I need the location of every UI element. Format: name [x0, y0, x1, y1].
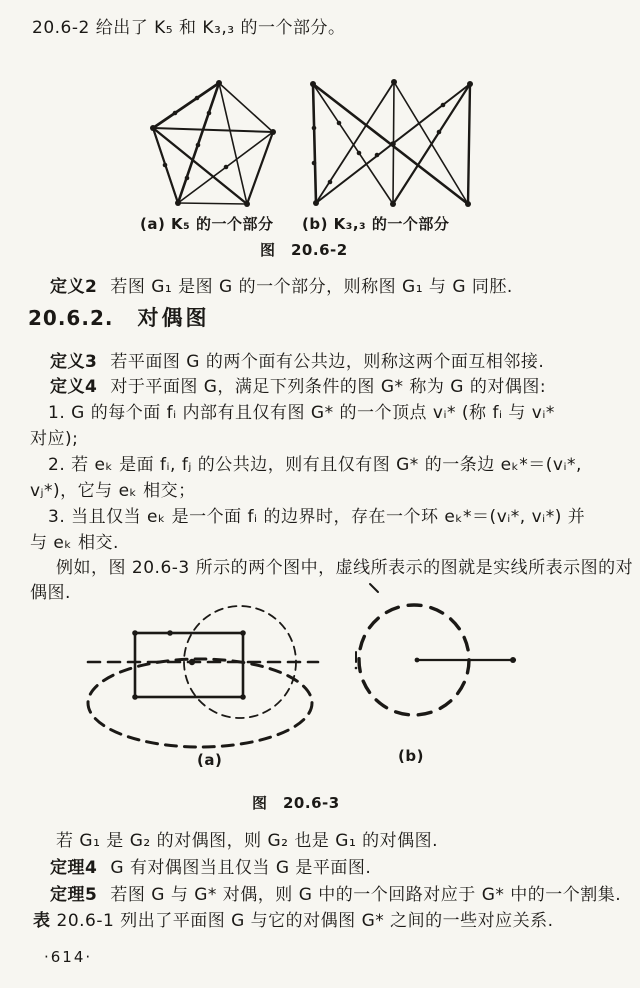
vertex-dot	[240, 630, 246, 636]
subdivision-dot	[196, 143, 201, 148]
dual-note: 若 G₁ 是 G₂ 的对偶图，则 G₂ 也是 G₁ 的对偶图.	[56, 831, 439, 851]
subdivision-dot	[173, 111, 178, 116]
definition-2	[50, 277, 513, 297]
table-note	[33, 911, 554, 931]
k5-edge	[153, 83, 219, 128]
k33-vertex-dot	[310, 81, 316, 87]
k5-vertex-dot	[270, 129, 276, 135]
subdivision-dot	[207, 111, 212, 116]
page-number: ·614·	[44, 948, 93, 966]
scan-artifact	[370, 584, 378, 592]
k5-edge	[219, 83, 273, 132]
section-title: 对偶图	[137, 306, 210, 330]
fig262-caption-a: (a) K₅ 的一个部分	[140, 215, 274, 233]
dual-diagram-a	[88, 606, 357, 747]
condition-2-line-1: 2. 若 eₖ 是面 fᵢ, fⱼ 的公共边，则有且仅有图 G* 的一条边 eₖ*＝(vᵢ*,	[48, 455, 582, 475]
example-line-2: 偶图.	[30, 583, 71, 603]
theorem-5-label: 定理5	[50, 885, 98, 905]
figure-20-6-2-graphs	[130, 55, 490, 215]
k5-vertex-dot	[175, 200, 181, 206]
fig262-caption: 图 20.6-2	[260, 241, 348, 259]
k5-subdivision-dots	[163, 96, 229, 181]
condition-2-line-2: vⱼ*)，它与 eₖ 相交；	[30, 481, 196, 501]
k5-edge	[153, 128, 273, 132]
section-number: 20.6.2.	[28, 306, 114, 330]
definition-3-label: 定义3	[50, 352, 98, 372]
vertex-dot	[132, 694, 138, 700]
subdivision-dot	[437, 130, 442, 135]
fig263-label-b: (b)	[398, 747, 424, 765]
condition-3-line-1: 3. 当且仅当 eₖ 是一个面 fᵢ 的边界时，存在一个环 eₖ*＝(vᵢ*, vᵢ*) 并	[48, 507, 586, 527]
k5-vertex-dot	[216, 80, 222, 86]
fig263-label-a: (a)	[197, 751, 223, 769]
subdivision-dot	[441, 103, 446, 108]
condition-3-line-2: 与 eₖ 相交.	[30, 533, 119, 553]
table-note-label: 表	[33, 911, 51, 931]
theorem-5	[50, 885, 621, 905]
subdivision-dot	[185, 176, 190, 181]
k33-center-vertex-dot	[390, 141, 396, 147]
subdivision-dot	[375, 153, 380, 158]
k33-vertex-dot	[391, 79, 397, 85]
line-end-dot	[510, 657, 516, 663]
example-line-1: 例如，图 20.6-3 所示的两个图中，虚线所表示的图就是实线所表示图的对	[56, 558, 634, 578]
definition-4	[50, 377, 546, 397]
k33-vertex-dot	[313, 200, 319, 206]
line-start-dot	[415, 658, 420, 663]
fig263-caption: 图 20.6-3	[252, 794, 340, 812]
subdivision-dot	[337, 121, 342, 126]
k5-vertex-dot	[244, 201, 250, 207]
subdivision-dot	[328, 180, 333, 185]
intro-line: 20.6-2 给出了 K₅ 和 K₃,₃ 的一个部分。	[32, 18, 346, 38]
definition-4-text: 对于平面图 G，满足下列条件的图 G* 称为 G 的对偶图:	[110, 377, 547, 397]
k5-vertex-dot	[150, 125, 156, 131]
theorem-4	[50, 858, 371, 878]
subdivision-dot	[195, 96, 200, 101]
definition-3-text: 若平面图 G 的两个面有公共边，则称这两个面互相邻接.	[110, 352, 545, 372]
definition-2-text: 若图 G₁ 是图 G 的一个部分，则称图 G₁ 与 G 同胚.	[110, 277, 513, 297]
definition-3	[50, 352, 544, 372]
k33-edge	[468, 84, 470, 204]
k5-graph	[150, 80, 276, 207]
fig262-caption-b: (b) K₃,₃ 的一个部分	[302, 215, 450, 233]
condition-1-line-2: 对应);	[30, 429, 79, 449]
scan-artifact	[355, 667, 358, 670]
k5-edge	[247, 132, 273, 204]
solid-rectangle	[135, 633, 243, 697]
k33-vertex-dot	[390, 201, 396, 207]
dual-center-dot	[189, 659, 195, 665]
k5-edge	[178, 203, 247, 204]
k33-vertex-dot	[467, 81, 473, 87]
theorem-4-label: 定理4	[50, 858, 98, 878]
dual-diagram-b	[359, 584, 516, 715]
k33-edge	[316, 82, 394, 203]
k33-vertex-dot	[465, 201, 471, 207]
definition-4-label: 定义4	[50, 377, 98, 397]
subdivision-dot	[312, 126, 317, 131]
k33-edge	[393, 84, 470, 204]
figure-20-6-3-diagrams	[60, 580, 580, 765]
subdivision-dot	[163, 163, 168, 168]
subdivision-dot	[357, 151, 362, 156]
vertex-dot	[240, 694, 246, 700]
theorem-4-text: G 有对偶图当且仅当 G 是平面图.	[110, 858, 372, 878]
subdivision-dot	[312, 161, 317, 166]
definition-2-label: 定义2	[50, 277, 98, 297]
subdivision-dot	[224, 165, 229, 170]
section-heading	[28, 308, 209, 330]
vertex-dot	[167, 630, 173, 636]
table-note-text: 20.6-1 列出了平面图 G 与它的对偶图 G* 之间的一些对应关系.	[56, 911, 554, 931]
condition-1-line-1: 1. G 的每个面 fᵢ 内部有且仅有图 G* 的一个顶点 vᵢ* (称 fᵢ 与 vᵢ*	[48, 403, 555, 423]
theorem-5-text: 若图 G 与 G* 对偶，则 G 中的一个回路对应于 G* 中的一个割集.	[110, 885, 622, 905]
k33-edge	[313, 84, 316, 203]
k33-graph	[310, 79, 473, 207]
vertex-dot	[132, 630, 138, 636]
